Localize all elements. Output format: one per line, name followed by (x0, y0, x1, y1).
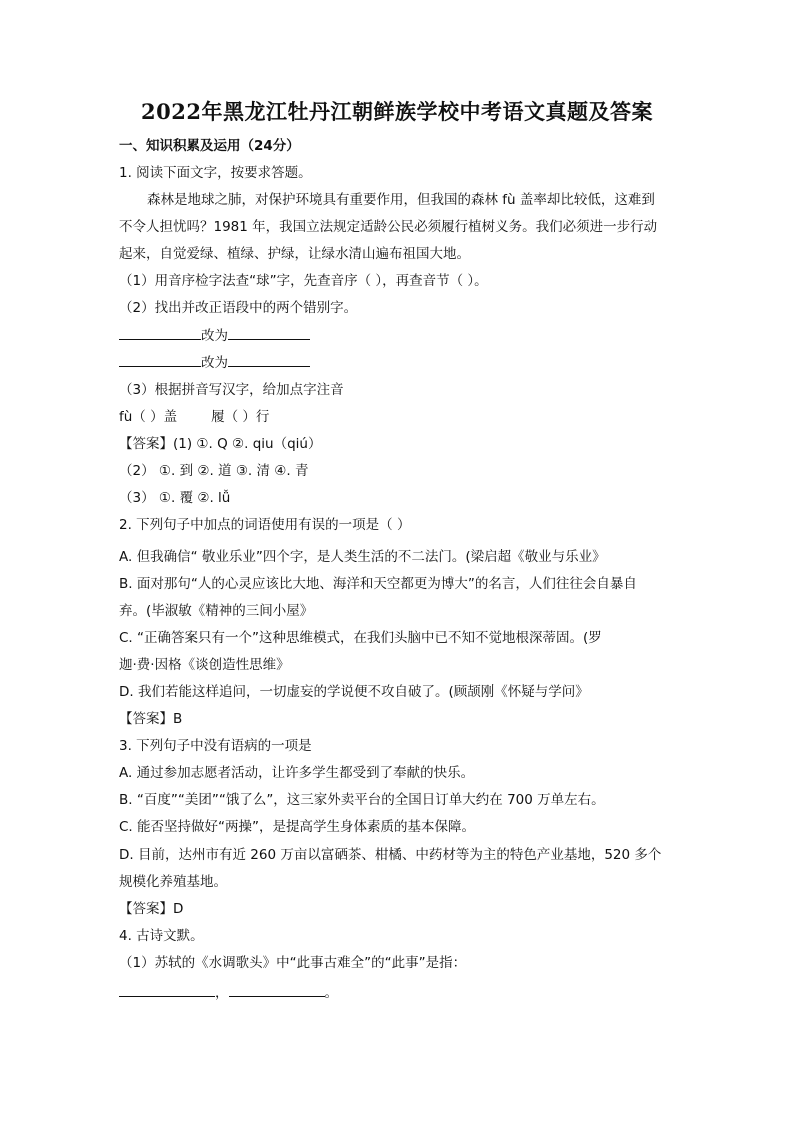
q1-passage-line-3: 起来，自觉爱绿、植绿、护绿，让绿水清山遍布祖国大地。 (119, 246, 470, 262)
q4-sub1: （1）苏轼的《水调歌头》中“此事古难全”的“此事”是指： (119, 955, 467, 971)
q2-option-c-line-2: 迦·费·因格《谈创造性思维》 (119, 657, 290, 673)
q1-sub1: （1）用音序检字法查“球”字，先查音序（ ），再查音节（ ）。 (119, 273, 488, 289)
answer-blank[interactable] (119, 352, 201, 367)
page-title: 2022年黑龙江牡丹江朝鲜族学校中考语文真题及答案 (141, 99, 653, 124)
q2-option-b-line-1: B. 面对那句“人的心灵应该比大地、海洋和天空都更为博大”的名言，人们往往会自暴自 (119, 576, 637, 592)
q3-answer: 【答案】D (119, 901, 184, 917)
section-heading: 一、知识积累及运用（24分） (119, 138, 300, 154)
q1-passage-line-2: 不令人担忧吗？1981 年，我国立法规定适龄公民必须履行植树义务。我们必须进一步行动 (119, 219, 658, 235)
q3-option-b: B. “百度”“美团”“饿了么”，这三家外卖平台的全国日订单大约在 700 万单左右。 (119, 792, 605, 808)
lv-item: 履（ ）行 (211, 409, 270, 425)
q2-option-b-line-2: 弃。(毕淑敏《精神的三间小屋》 (119, 603, 314, 619)
q3-option-a: A. 通过参加志愿者活动，让许多学生都受到了奉献的快乐。 (119, 765, 475, 781)
answer-blank[interactable] (119, 982, 215, 997)
q1-sub3: （3）根据拼音写汉字，给加点字注音 (119, 382, 344, 398)
q2-option-c-line-1: C. “正确答案只有一个”这种思维模式，在我们头脑中已不知不觉地根深蒂固。(罗 (119, 630, 602, 646)
q1-sub2: （2）找出并改正语段中的两个错别字。 (119, 300, 358, 316)
change-label: 改为 (201, 355, 228, 371)
q1-sub3-items (119, 407, 269, 427)
correction-row-2 (119, 352, 310, 373)
q2-option-d: D. 我们若能这样追问，一切虚妄的学说便不攻自破了。(顾颉刚《怀疑与学问》 (119, 684, 589, 700)
q1-passage-line-1: 森林是地球之肺，对保护环境具有重要作用，但我国的森林 fù 盖率却比较低，这难到 (147, 192, 655, 208)
q3-stem: 3. 下列句子中没有语病的一项是 (119, 738, 312, 754)
answer-blank[interactable] (228, 325, 310, 340)
q3-option-c: C. 能否坚持做好“两操”，是提高学生身体素质的基本保障。 (119, 819, 475, 835)
answer-blank[interactable] (228, 352, 310, 367)
correction-row-1 (119, 325, 310, 346)
q3-option-d-line-2: 规模化养殖基地。 (119, 874, 227, 890)
q1-stem: 1. 阅读下面文字，按要求答题。 (119, 165, 312, 181)
q1-answer-3: （3） ①. 覆 ②. lǚ (119, 490, 231, 506)
answer-blank[interactable] (119, 325, 201, 340)
q3-option-d-line-1: D. 目前，达州市有近 260 万亩以富硒茶、柑橘、中药材等为主的特色产业基地，520 多个 (119, 847, 662, 863)
q2-option-a: A. 但我确信“ 敬业乐业”四个字，是人类生活的不二法门。(梁启超《敬业与乐业》 (119, 549, 606, 565)
q4-answer-row (119, 982, 338, 1003)
q2-answer: 【答案】B (119, 711, 183, 727)
comma: ， (215, 985, 229, 1001)
q1-answer-1: 【答案】(1) ①. Q ②. qiu（qiú） (119, 436, 322, 452)
change-label: 改为 (201, 328, 228, 344)
answer-blank[interactable] (229, 982, 325, 997)
fu-item: fù（ ）盖 (119, 409, 178, 425)
q2-stem: 2. 下列句子中加点的词语使用有误的一项是（ ） (119, 517, 411, 533)
q1-answer-2: （2） ①. 到 ②. 道 ③. 清 ④. 青 (119, 463, 309, 479)
q4-stem: 4. 古诗文默。 (119, 928, 204, 944)
period: 。 (324, 985, 338, 1001)
